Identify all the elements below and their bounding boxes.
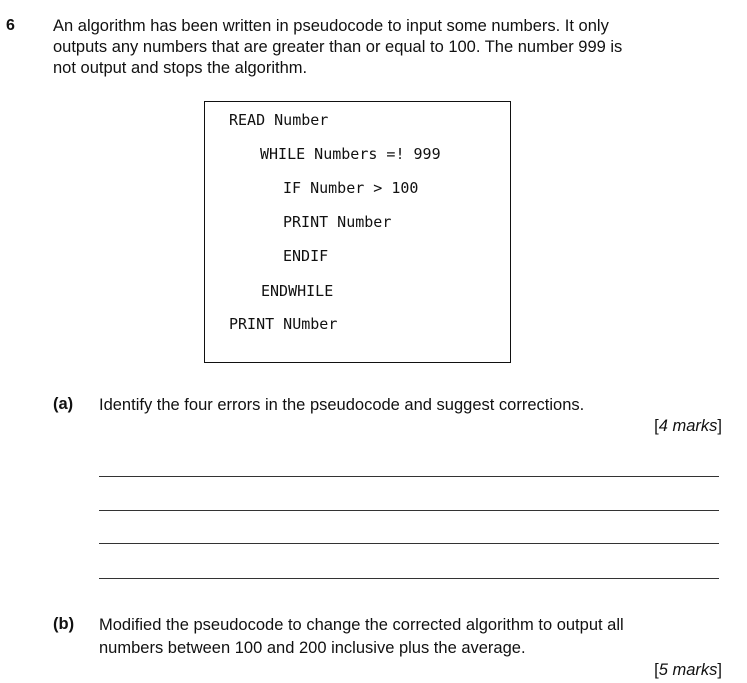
part-a-line: Identify the four errors in the pseudocode and suggest corrections. <box>99 396 585 414</box>
part-b-marks: [5 marks] <box>654 661 722 679</box>
code-line: WHILE Numbers =! 999 <box>260 145 441 163</box>
intro-line: not output and stops the algorithm. <box>53 59 308 77</box>
part-b-text <box>99 614 624 660</box>
intro-line: An algorithm has been written in pseudocode to input some numbers. It only <box>53 17 609 35</box>
answer-line[interactable] <box>99 476 719 477</box>
question-intro <box>53 16 728 79</box>
part-a-text <box>99 394 584 417</box>
code-line: READ Number <box>229 111 329 129</box>
answer-line[interactable] <box>99 510 719 511</box>
answer-line[interactable] <box>99 543 719 544</box>
code-line: ENDWHILE <box>261 282 334 300</box>
pseudocode-box <box>204 101 511 363</box>
part-b-line: Modified the pseudocode to change the corrected algorithm to output all <box>99 616 624 634</box>
code-line: IF Number > 100 <box>283 179 419 197</box>
part-b-label: (b) <box>53 615 75 633</box>
code-line: PRINT NUmber <box>229 315 338 333</box>
question-number: 6 <box>6 17 15 34</box>
part-a-label: (a) <box>53 395 74 413</box>
answer-line[interactable] <box>99 578 719 579</box>
intro-line: outputs any numbers that are greater than or equal to 100. The number 999 is <box>53 38 623 56</box>
code-line: ENDIF <box>283 247 329 265</box>
part-b-line: numbers between 100 and 200 inclusive plus the average. <box>99 639 526 657</box>
code-line: PRINT Number <box>283 213 392 231</box>
part-a-marks: [4 marks] <box>654 417 722 435</box>
